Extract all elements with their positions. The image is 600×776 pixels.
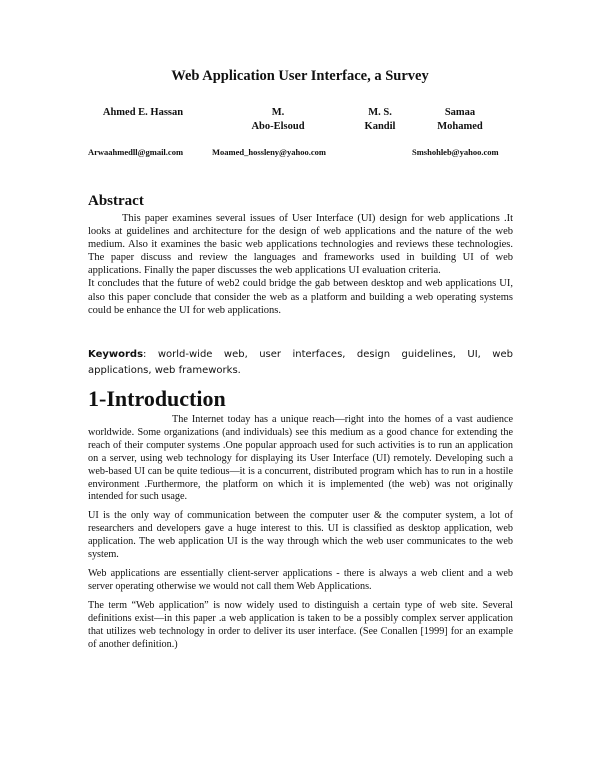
author-email-2: Moamed_hossleny@yahoo.com [212,147,326,157]
author-2 [238,106,318,134]
keywords-text: : world-wide web, user interfaces, design guidelines, UI, web applications, web frameworks. [88,349,513,376]
author-1-name: Ahmed E. Hassan [102,107,184,118]
author-email-3: Smshohleb@yahoo.com [412,147,499,157]
paper-title: Web Application User Interface, a Survey [171,68,429,84]
author-4-name-line2: Mohamed [437,121,483,132]
author-2-name: M. [271,107,285,118]
author-4 [420,106,500,134]
abstract-paragraph-2: It concludes that the future of web2 could bridge the gab between desktop and web applications UI, also this paper conclude that consider the web as a platform and building a web operating systems could be enhance the UI for web applications. [88,278,513,316]
intro-paragraph-3: Web applications are essentially client-server applications - there is always a web client and a web server operating otherwise we would not call them Web Applications. [88,567,513,592]
intro-paragraph-4: The term “Web application” is now widely used to distinguish a certain type of web site. Several definitions exist—in this paper .a web application is taken to be a possibly complex server application that utilizes web technology in order to deliver its user interface. (See Conallen [1999] for an example of another definition.) [88,599,513,650]
introduction-heading: 1-Introduction [88,386,226,411]
author-2-name-line2: Abo-Elsoud [251,121,305,132]
author-email-1: Arwaahmedll@gmail.com [88,147,184,157]
keywords [88,347,513,378]
introduction-body [88,414,513,657]
author-4-name: Samaa [444,107,476,118]
author-3 [350,106,410,134]
intro-paragraph-2: UI is the only way of communication between the computer user & the computer system, a lot of researchers and developers gave a huge interest to this. UI is classified as desktop application, web application. The web application UI is the way through which the web user communicates to the web system. [88,510,513,561]
keywords-label: Keywords [88,349,144,360]
abstract-heading: Abstract [88,193,144,209]
intro-paragraph-1: The Internet today has a unique reach—right into the homes of a vast audience worldwide. Some organizations (and individuals) see this medium as a good chance for extending the reach of their computer systems .One popular approach used for such activities is to run an application on a server, using web technology for displaying its User Interface (UI) remotely. Developing such a web-based UI can be quite tedious—it is a concurrent, distributed program which has to run in a hostile environment .Furthermore, the platform on which it is implemented (the web) was not originally intended for such usage. [88,414,513,503]
abstract-body [88,212,513,317]
author-3-name-line2: Kandil [364,121,396,132]
abstract-paragraph-1: This paper examines several issues of User Interface (UI) design for web applications .It looks at guidelines and architecture for the design of web applications and the nature of the web medium. Also it examines the basic web applications technologies and reviews these technologies. The paper discuss and review the languages and frameworks used in building UI of web applications. Finally the paper discusses the web applications UI evaluation criteria. [88,213,513,277]
author-3-name: M. S. [368,107,392,118]
author-1 [88,106,198,120]
